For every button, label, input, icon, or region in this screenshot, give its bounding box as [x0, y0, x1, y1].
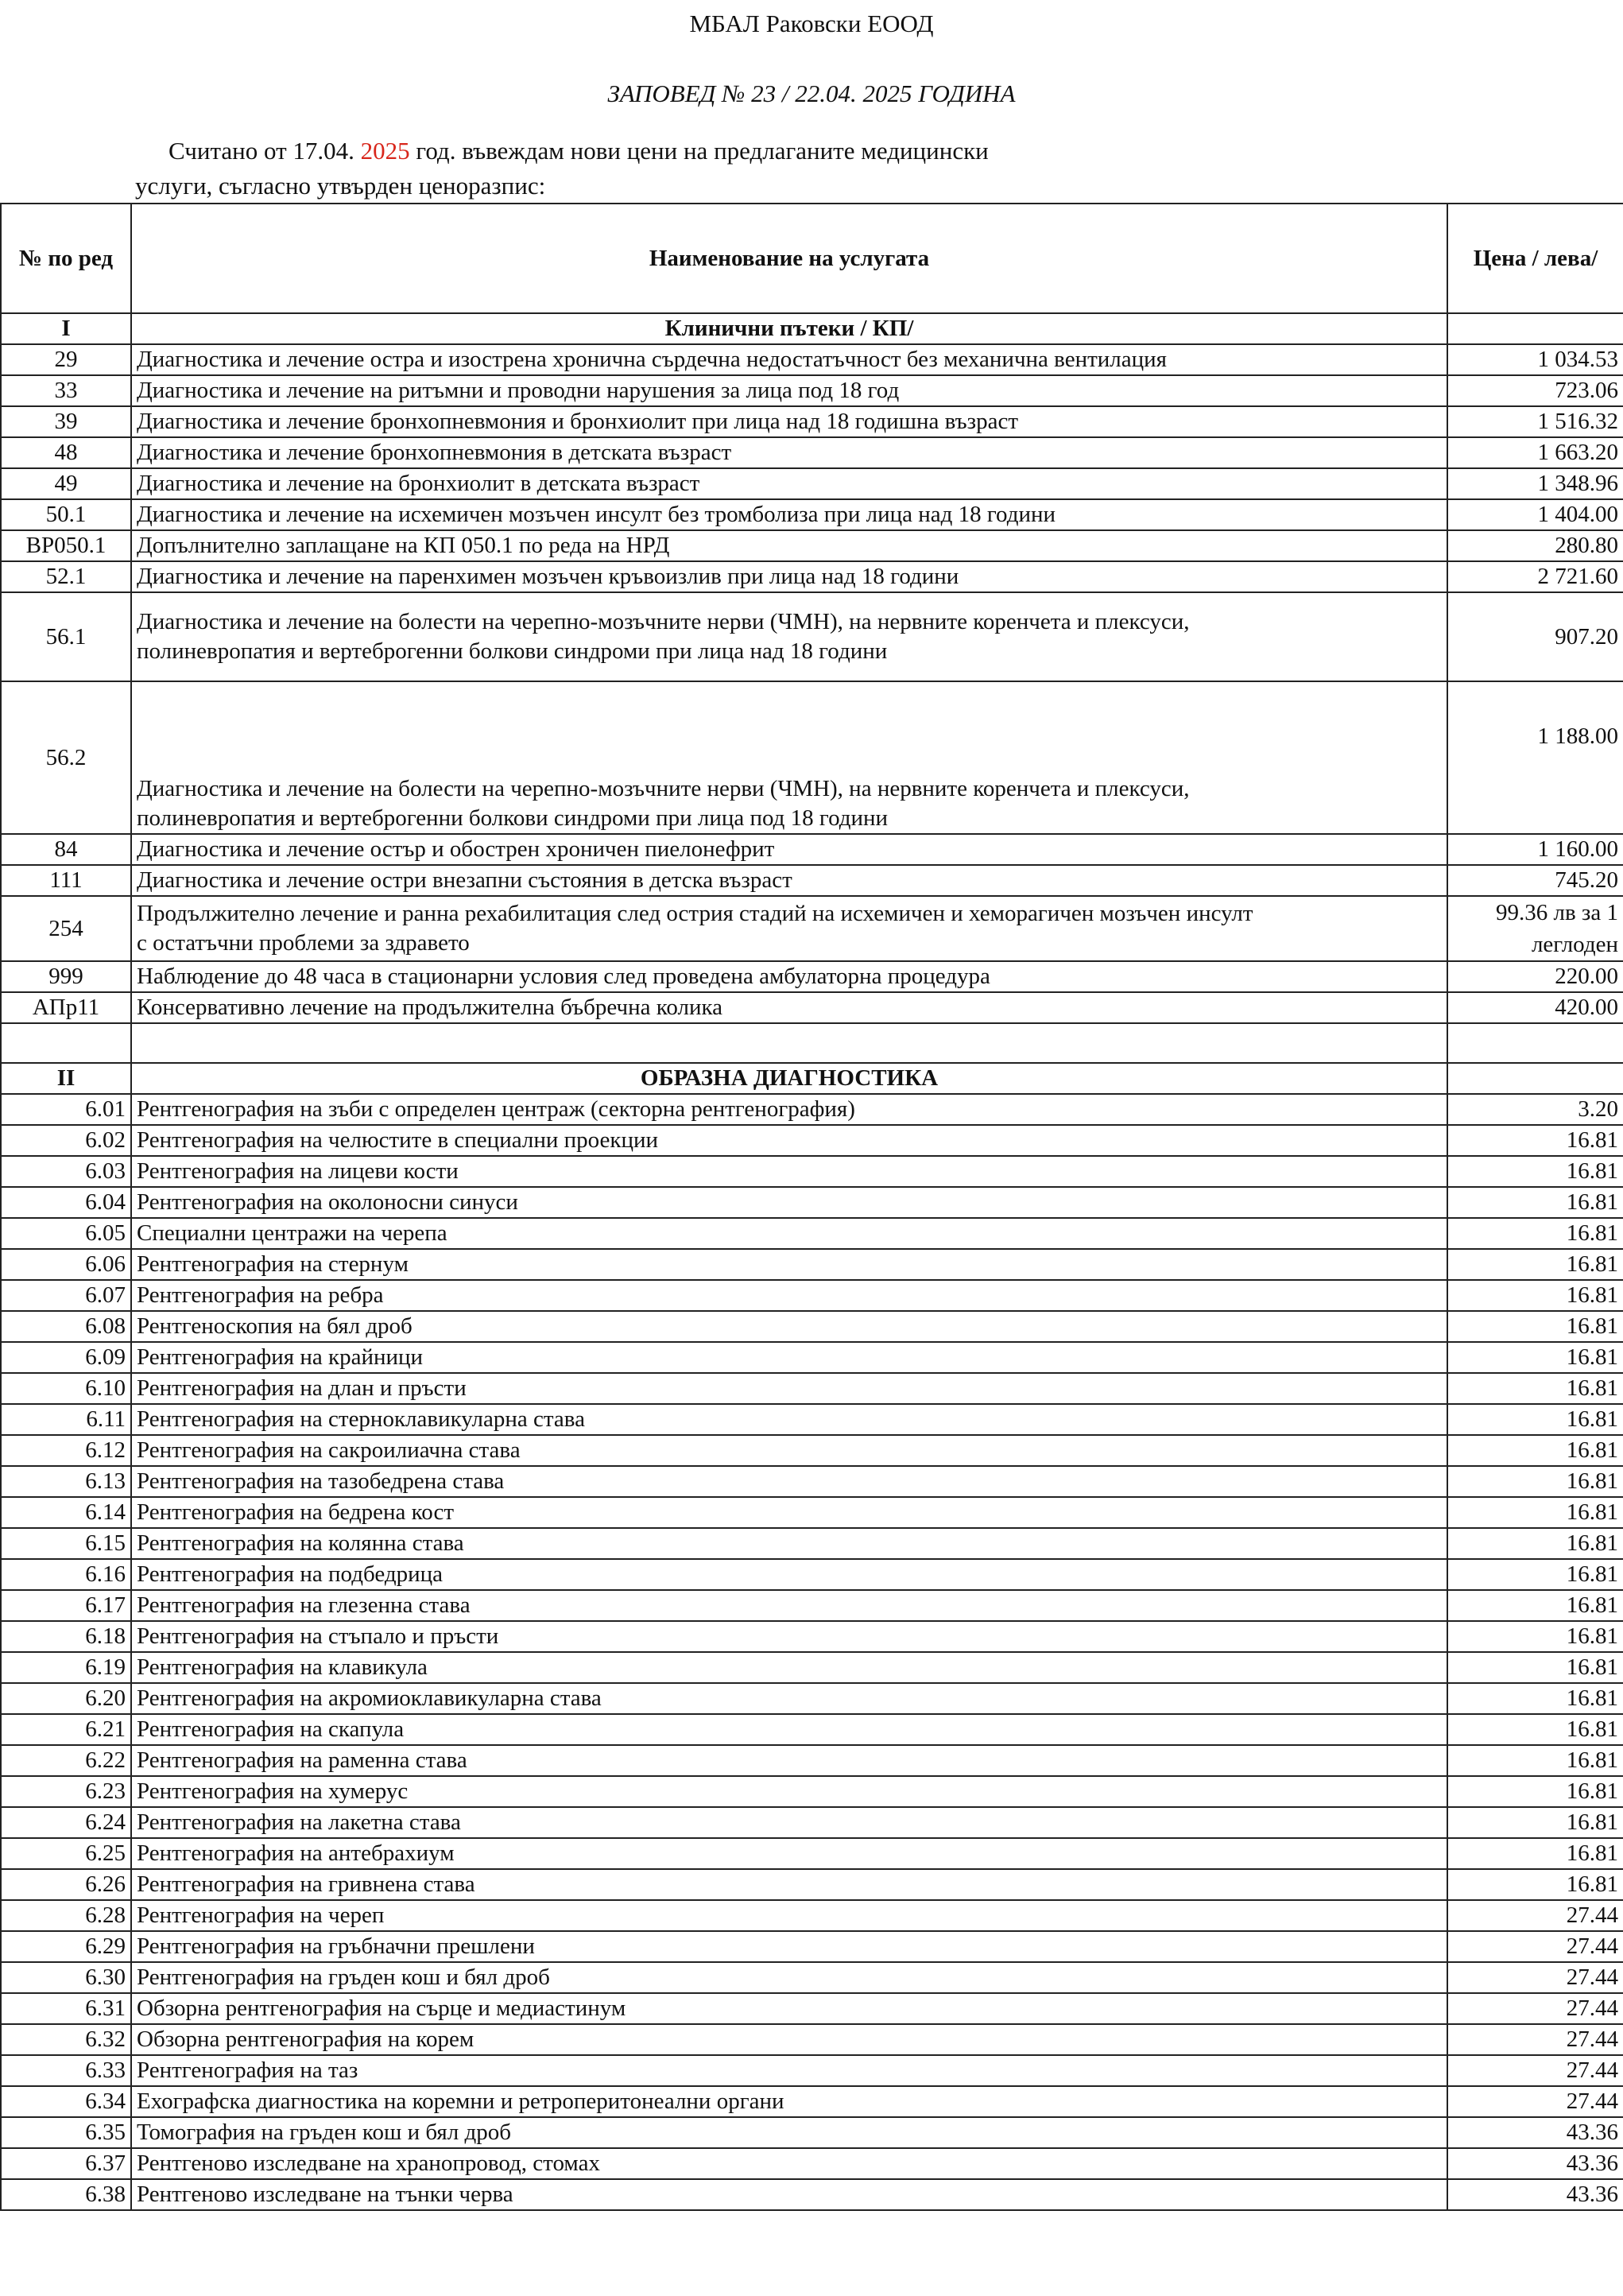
blank-row: [1, 1023, 1623, 1063]
service-name: Рентгенография на скапула: [131, 1714, 1447, 1745]
service-price: 43.36: [1447, 2117, 1623, 2148]
service-name: Диагностика и лечение бронхопневмония в детската възраст: [131, 437, 1447, 468]
order-title: ЗАПОВЕД № 23 / 22.04. 2025 ГОДИНА: [607, 80, 1016, 107]
service-price: 16.81: [1447, 1652, 1623, 1683]
table-row: [1, 344, 1623, 375]
column-header-no: № по ред: [1, 204, 131, 313]
service-name: Рентгенография на гривнена става: [131, 1869, 1447, 1900]
table-row: [1, 1559, 1623, 1590]
service-price: 907.20: [1447, 592, 1623, 681]
table-row: [1, 2148, 1623, 2179]
service-name: Рентгенография на бедрена кост: [131, 1497, 1447, 1528]
service-price: 420.00: [1447, 992, 1623, 1023]
service-name: Диагностика и лечение остър и обострен хроничен пиелонефрит: [131, 834, 1447, 865]
column-header-price: Цена / лева/: [1447, 204, 1623, 313]
row-number: 49: [1, 468, 131, 499]
table-row: [1, 1838, 1623, 1869]
section-code: I: [1, 313, 131, 344]
service-name: Диагностика и лечение на ритъмни и проводни нарушения за лица под 18 год: [131, 375, 1447, 406]
table-row: [1, 992, 1623, 1023]
service-name: Диагностика и лечение остра и изострена хронична сърдечна недостатъчност без механична вентилация: [131, 344, 1447, 375]
section-price-cell: [1447, 313, 1623, 344]
service-price: 16.81: [1447, 1218, 1623, 1249]
service-price: 1 516.32: [1447, 406, 1623, 437]
service-price: [1447, 896, 1623, 961]
service-name: Диагностика и лечение бронхопневмония и бронхиолит при лица над 18 годишна възраст: [131, 406, 1447, 437]
row-number: 6.23: [1, 1776, 131, 1807]
row-number: 6.06: [1, 1249, 131, 1280]
price-table-body: [1, 204, 1623, 2210]
table-row: [1, 1931, 1623, 1962]
row-number: 6.35: [1, 2117, 131, 2148]
row-number: ВР050.1: [1, 530, 131, 561]
service-name: Рентгеново изследване на тънки черва: [131, 2179, 1447, 2210]
table-header-row: [1, 204, 1623, 313]
table-row: [1, 2179, 1623, 2210]
table-row: [1, 1311, 1623, 1342]
hospital-name: МБАЛ Раковски ЕООД: [689, 10, 934, 37]
service-name-line-2: полиневропатия и вертеброгенни болкови синдроми при лица над 18 години: [137, 638, 888, 664]
row-number: 39: [1, 406, 131, 437]
row-number: 6.02: [1, 1125, 131, 1156]
column-header-name: Наименование на услугата: [131, 204, 1447, 313]
row-number: 254: [1, 896, 131, 961]
service-price: 16.81: [1447, 1497, 1623, 1528]
row-number: 56.2: [1, 681, 131, 834]
table-row: [1, 1373, 1623, 1404]
row-number: 6.04: [1, 1187, 131, 1218]
table-row: [1, 865, 1623, 896]
service-price: 16.81: [1447, 1559, 1623, 1590]
table-row: [1, 961, 1623, 992]
table-row: [1, 1125, 1623, 1156]
service-name: Рентгенография на лицеви кости: [131, 1156, 1447, 1187]
service-price: 16.81: [1447, 1807, 1623, 1838]
service-price: 16.81: [1447, 1280, 1623, 1311]
table-row: [1, 1683, 1623, 1714]
intro-line-2: услуги, съгласно утвърден ценоразпис:: [135, 172, 546, 200]
service-price: 16.81: [1447, 1373, 1623, 1404]
service-price: 16.81: [1447, 1466, 1623, 1497]
service-name: [131, 592, 1447, 681]
table-row: [1, 1094, 1623, 1125]
service-price: 16.81: [1447, 1776, 1623, 1807]
service-name-line-2: полиневропатия и вертеброгенни болкови синдроми при лица под 18 години: [137, 805, 889, 831]
row-number: 6.10: [1, 1373, 131, 1404]
service-price: 16.81: [1447, 1125, 1623, 1156]
table-row: [1, 1280, 1623, 1311]
service-name: Рентгенография на стъпало и пръсти: [131, 1621, 1447, 1652]
table-row: [1, 437, 1623, 468]
service-name: Обзорна рентгенография на сърце и медиастинум: [131, 1993, 1447, 2024]
table-row: [1, 681, 1623, 834]
service-name: Рентгенография на раменна става: [131, 1745, 1447, 1776]
service-name-line-1: Диагностика и лечение на болести на черепно-мозъчните нерви (ЧМН), на нервните коренчета и плексуси,: [137, 776, 1190, 801]
service-price: 16.81: [1447, 1745, 1623, 1776]
row-number: 6.25: [1, 1838, 131, 1869]
section-row: [1, 313, 1623, 344]
table-row: [1, 2117, 1623, 2148]
service-price: 280.80: [1447, 530, 1623, 561]
service-name-line-2: с остатъчни проблеми за здравето: [137, 930, 470, 956]
service-name: Рентгенография на лакетна става: [131, 1807, 1447, 1838]
row-number: 6.34: [1, 2086, 131, 2117]
table-row: [1, 1962, 1623, 1993]
service-name: Рентгенография на череп: [131, 1900, 1447, 1931]
row-number: 50.1: [1, 499, 131, 530]
service-name: Ехографска диагностика на коремни и ретроперитонеални органи: [131, 2086, 1447, 2117]
service-price: 1 404.00: [1447, 499, 1623, 530]
service-price: 16.81: [1447, 1528, 1623, 1559]
section-row: [1, 1063, 1623, 1094]
intro-line-1: [168, 134, 989, 169]
table-row: [1, 2055, 1623, 2086]
row-number: 48: [1, 437, 131, 468]
row-number: 6.29: [1, 1931, 131, 1962]
row-number: 6.31: [1, 1993, 131, 2024]
service-price: 27.44: [1447, 1931, 1623, 1962]
row-number: 33: [1, 375, 131, 406]
row-number: 56.1: [1, 592, 131, 681]
row-number: 6.05: [1, 1218, 131, 1249]
row-number: 6.37: [1, 2148, 131, 2179]
service-name: Рентгенография на клавикула: [131, 1652, 1447, 1683]
section-price-cell: [1447, 1063, 1623, 1094]
table-row: [1, 1807, 1623, 1838]
service-price: 27.44: [1447, 2024, 1623, 2055]
service-price: 1 348.96: [1447, 468, 1623, 499]
row-number: 6.28: [1, 1900, 131, 1931]
service-name: Рентгенография на зъби с определен центраж (секторна рентгенография): [131, 1094, 1447, 1125]
service-name: Рентгенография на крайници: [131, 1342, 1447, 1373]
service-price: 16.81: [1447, 1435, 1623, 1466]
service-name: Диагностика и лечение на исхемичен мозъчен инсулт без тромболиза при лица над 18 години: [131, 499, 1447, 530]
table-row: [1, 1342, 1623, 1373]
service-name: Обзорна рентгенография на корем: [131, 2024, 1447, 2055]
service-price: 16.81: [1447, 1869, 1623, 1900]
row-number: 52.1: [1, 561, 131, 592]
table-row: [1, 499, 1623, 530]
service-price: 43.36: [1447, 2179, 1623, 2210]
service-price: 1 160.00: [1447, 834, 1623, 865]
table-row: [1, 1745, 1623, 1776]
service-name: Специални центражи на черепа: [131, 1218, 1447, 1249]
service-name: Рентгенография на колянна става: [131, 1528, 1447, 1559]
service-name: Рентгеново изследване на хранопровод, стомах: [131, 2148, 1447, 2179]
service-name: Диагностика и лечение остри внезапни състояния в детска възраст: [131, 865, 1447, 896]
service-name: Рентгенография на челюстите в специални проекции: [131, 1125, 1447, 1156]
service-name: Рентгеноскопия на бял дроб: [131, 1311, 1447, 1342]
service-name: Рентгенография на глезенна става: [131, 1590, 1447, 1621]
service-price: 27.44: [1447, 1993, 1623, 2024]
service-price: 16.81: [1447, 1590, 1623, 1621]
row-number: 6.01: [1, 1094, 131, 1125]
row-number: 6.22: [1, 1745, 131, 1776]
blank-cell: [131, 1023, 1447, 1063]
table-row: [1, 1900, 1623, 1931]
service-price: 27.44: [1447, 1900, 1623, 1931]
table-row: [1, 375, 1623, 406]
row-number: 6.19: [1, 1652, 131, 1683]
service-name: Рентгенография на сакроилиачна става: [131, 1435, 1447, 1466]
row-number: 6.13: [1, 1466, 131, 1497]
row-number: 6.24: [1, 1807, 131, 1838]
service-name: Рентгенография на гръбначни прешлени: [131, 1931, 1447, 1962]
service-price: 1 663.20: [1447, 437, 1623, 468]
service-price: 16.81: [1447, 1683, 1623, 1714]
service-name: Рентгенография на гръден кош и бял дроб: [131, 1962, 1447, 1993]
table-row: [1, 530, 1623, 561]
intro-post: год. въвеждам нови цени на предлаганите медицински: [409, 137, 989, 165]
service-name: [131, 681, 1447, 834]
service-name: Рентгенография на околоносни синуси: [131, 1187, 1447, 1218]
table-row: [1, 468, 1623, 499]
table-row: [1, 406, 1623, 437]
row-number: 6.15: [1, 1528, 131, 1559]
service-price: 16.81: [1447, 1187, 1623, 1218]
row-number: 111: [1, 865, 131, 896]
table-row: [1, 1218, 1623, 1249]
service-name: Томография на гръден кош и бял дроб: [131, 2117, 1447, 2148]
service-name: Наблюдение до 48 часа в стационарни условия след проведена амбулаторна процедура: [131, 961, 1447, 992]
row-number: 84: [1, 834, 131, 865]
blank-cell: [1447, 1023, 1623, 1063]
table-row: [1, 896, 1623, 961]
table-row: [1, 1590, 1623, 1621]
row-number: 6.32: [1, 2024, 131, 2055]
service-name-line-1: Продължително лечение и ранна рехабилитация след острия стадий на исхемичен и хеморагичен мозъчен инсулт: [137, 901, 1253, 926]
service-name: Рентгенография на стернум: [131, 1249, 1447, 1280]
table-row: [1, 1869, 1623, 1900]
blank-cell: [1, 1023, 131, 1063]
table-row: [1, 1187, 1623, 1218]
service-price: 27.44: [1447, 2086, 1623, 2117]
intro-year: 2025: [360, 137, 410, 165]
table-row: [1, 561, 1623, 592]
section-title: Клинични пътеки / КП/: [131, 313, 1447, 344]
service-price: 16.81: [1447, 1838, 1623, 1869]
service-price: 1 034.53: [1447, 344, 1623, 375]
service-price: 1 188.00: [1447, 681, 1623, 834]
service-price: 43.36: [1447, 2148, 1623, 2179]
row-number: 29: [1, 344, 131, 375]
table-row: [1, 1528, 1623, 1559]
row-number: 6.14: [1, 1497, 131, 1528]
section-title: ОБРАЗНА ДИАГНОСТИКА: [131, 1063, 1447, 1094]
service-price: 27.44: [1447, 1962, 1623, 1993]
table-row: [1, 1621, 1623, 1652]
service-name: Диагностика и лечение на бронхиолит в детската възраст: [131, 468, 1447, 499]
row-number: 6.12: [1, 1435, 131, 1466]
service-price: 723.06: [1447, 375, 1623, 406]
service-name-line-1: Диагностика и лечение на болести на черепно-мозъчните нерви (ЧМН), на нервните коренчета и плексуси,: [137, 609, 1190, 634]
service-name: Диагностика и лечение на паренхимен мозъчен кръвоизлив при лица над 18 години: [131, 561, 1447, 592]
service-price: 745.20: [1447, 865, 1623, 896]
table-row: [1, 1652, 1623, 1683]
row-number: 6.11: [1, 1404, 131, 1435]
service-price: 220.00: [1447, 961, 1623, 992]
service-name: Допълнително заплащане на КП 050.1 по реда на НРД: [131, 530, 1447, 561]
intro-pre: Считано от 17.04.: [168, 137, 361, 165]
row-number: 6.16: [1, 1559, 131, 1590]
row-number: АПр11: [1, 992, 131, 1023]
table-row: [1, 1776, 1623, 1807]
table-row: [1, 1156, 1623, 1187]
service-name: Рентгенография на хумерус: [131, 1776, 1447, 1807]
service-name: Рентгенография на акромиоклавикуларна става: [131, 1683, 1447, 1714]
service-price-line-1: 99.36 лв за 1: [1496, 900, 1618, 925]
row-number: 6.20: [1, 1683, 131, 1714]
table-row: [1, 1466, 1623, 1497]
row-number: 999: [1, 961, 131, 992]
row-number: 6.30: [1, 1962, 131, 1993]
table-row: [1, 1249, 1623, 1280]
service-name: Рентгенография на стерноклавикуларна става: [131, 1404, 1447, 1435]
service-name: Рентгенография на подбедрица: [131, 1559, 1447, 1590]
price-table: [0, 203, 1623, 2211]
service-name: [131, 896, 1447, 961]
service-price: 27.44: [1447, 2055, 1623, 2086]
table-row: [1, 1714, 1623, 1745]
service-name: Рентгенография на тазобедрена става: [131, 1466, 1447, 1497]
row-number: 6.03: [1, 1156, 131, 1187]
service-price: 16.81: [1447, 1404, 1623, 1435]
service-name: Рентгенография на антебрахиум: [131, 1838, 1447, 1869]
table-row: [1, 2024, 1623, 2055]
table-row: [1, 1404, 1623, 1435]
service-price: 2 721.60: [1447, 561, 1623, 592]
service-price-line-2: леглоден: [1531, 932, 1618, 957]
row-number: 6.18: [1, 1621, 131, 1652]
row-number: 6.33: [1, 2055, 131, 2086]
table-row: [1, 592, 1623, 681]
table-row: [1, 1435, 1623, 1466]
row-number: 6.17: [1, 1590, 131, 1621]
table-row: [1, 2086, 1623, 2117]
service-price: 16.81: [1447, 1342, 1623, 1373]
service-name: Рентгенография на ребра: [131, 1280, 1447, 1311]
row-number: 6.26: [1, 1869, 131, 1900]
service-price: 16.81: [1447, 1249, 1623, 1280]
row-number: 6.08: [1, 1311, 131, 1342]
row-number: 6.21: [1, 1714, 131, 1745]
row-number: 6.38: [1, 2179, 131, 2210]
service-price: 16.81: [1447, 1621, 1623, 1652]
table-row: [1, 834, 1623, 865]
table-row: [1, 1497, 1623, 1528]
service-price: 16.81: [1447, 1311, 1623, 1342]
table-row: [1, 1993, 1623, 2024]
service-price: 3.20: [1447, 1094, 1623, 1125]
service-name: Рентгенография на длан и пръсти: [131, 1373, 1447, 1404]
service-name: Консервативно лечение на продължителна бъбречна колика: [131, 992, 1447, 1023]
service-price: 16.81: [1447, 1714, 1623, 1745]
service-name: Рентгенография на таз: [131, 2055, 1447, 2086]
section-code: II: [1, 1063, 131, 1094]
row-number: 6.09: [1, 1342, 131, 1373]
row-number: 6.07: [1, 1280, 131, 1311]
service-price: 16.81: [1447, 1156, 1623, 1187]
